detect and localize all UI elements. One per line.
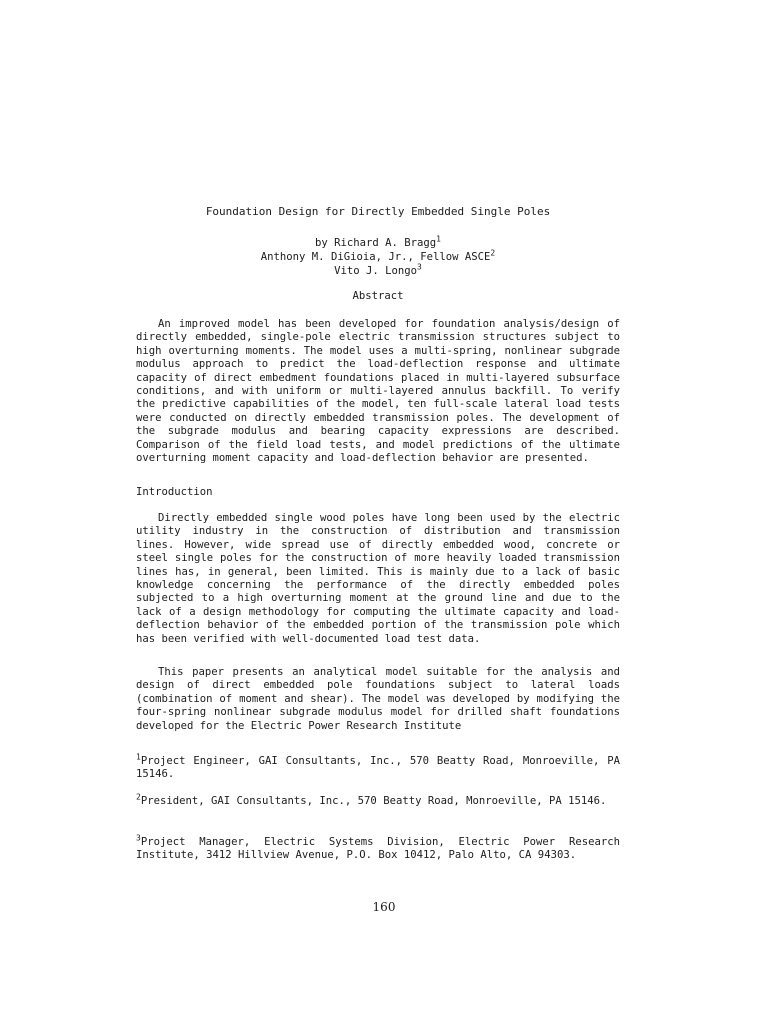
author-line-1 — [136, 236, 620, 250]
footnote-2 — [136, 792, 620, 808]
footnote-marker-3: 3 — [136, 833, 141, 843]
abstract-heading: Abstract — [352, 290, 404, 302]
footnote-text-2: President, GAI Consultants, Inc., 570 Beatty Road, Monroeville, PA 15146. — [140, 795, 607, 807]
author-marker-1: 1 — [436, 234, 441, 244]
introduction-heading: Introduction — [136, 486, 213, 498]
footnote-1 — [136, 752, 620, 782]
paper-title: Foundation Design for Directly Embedded Single Poles — [205, 205, 551, 218]
author-name-1: by Richard A. Bragg — [314, 237, 437, 249]
footnote-3 — [136, 833, 620, 863]
footnote-marker-1: 1 — [136, 752, 141, 762]
intro-paragraph-1: Directly embedded single wood poles have long been used by the electric utility industry in the construction of distribution and transmission lines. However, wide spread use of directly embedded wood, concrete or steel single poles for the construction of more heavily loaded transmission lines has, in general, been limited. This is mainly due to a lack of basic knowledge concerning the performance of the directly embedded poles subjected to a high overturning moment at the ground line and due to the lack of a design methodology for computing the ultimate capacity and load-deflection behavior of the embedded portion of the transmission pole which has been verified with well-documented load test data. — [136, 512, 620, 645]
author-name-3: Vito J. Longo — [334, 265, 418, 277]
author-name-2: Anthony M. DiGioia, Jr., Fellow ASCE — [260, 251, 491, 263]
introduction-section-2 — [136, 666, 620, 733]
footnote-text-1: Project Engineer, GAI Consultants, Inc., 570 Beatty Road, Monroeville, PA 15146. — [136, 755, 620, 781]
author-line-3 — [136, 264, 620, 278]
footnote-marker-2: 2 — [136, 792, 141, 802]
abstract-section — [136, 318, 620, 465]
page-number: 160 — [372, 900, 396, 914]
abstract-paragraph: An improved model has been developed for foundation analysis/design of directly embedded, single-pole electric transmission structures subject to high overturning moments. The model uses a multi-spring, nonlinear subgrade modulus approach to predict the load-deflection response and ultimate capacity of direct embedment foundations placed in multi-layered subsurface conditions, and with uniform or multi-layered annulus backfill. To verify the predictive capabilities of the model, ten full-scale lateral load tests were conducted on directly embedded transmission poles. The development of the subgrade modulus and bearing capacity expressions are described. Comparison of the field load tests, and model predictions of the ultimate overturning moment capacity and load-deflection behavior are presented. — [136, 318, 620, 465]
author-marker-2: 2 — [490, 248, 496, 258]
introduction-section-1 — [136, 512, 620, 646]
author-block — [136, 236, 620, 278]
footnote-text-3: Project Manager, Electric Systems Division, Electric Power Research Institute, 3412 Hillview Avenue, P.O. Box 10412, Palo Alto, CA 94303. — [136, 836, 620, 862]
author-marker-3: 3 — [417, 262, 422, 272]
author-line-2 — [136, 250, 620, 264]
intro-paragraph-2: This paper presents an analytical model suitable for the analysis and design of direct embedded pole foundations subject to lateral loads (combination of moment and shear). The model was developed by modifying the four-spring nonlinear subgrade modulus model for drilled shaft foundations developed for the Electric Power Research Institute — [136, 666, 620, 732]
